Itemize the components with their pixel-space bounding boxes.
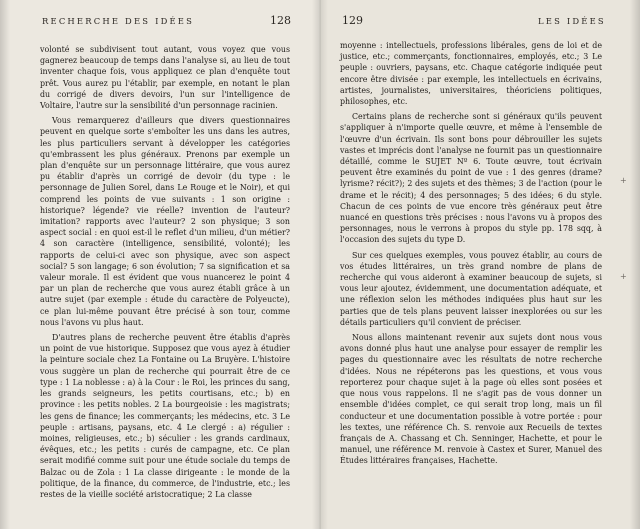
paragraph: volonté se subdivisent tout autant, vous voyez que vous gagnerez beaucoup de temps dans l'analyse si, au lieu de tout inventer chaque fois, vous appliquez ce plan d'enquête tout prêt. Vous aurez pu l'établir, par exemple, en notant le plan du corrigé de divers devoirs, l'un sur l'intelligence de Voltaire, l'autre sur la sensibilité d'un personnage racinien. — [40, 45, 290, 111]
page-edge-shadow — [0, 0, 10, 529]
page-edge-shadow — [630, 0, 640, 529]
left-page-body — [40, 44, 290, 504]
margin-note: + — [620, 272, 627, 281]
right-page-body — [340, 40, 602, 471]
paragraph: D'autres plans de recherche peuvent être établis d'après un point de vue historique. Supposez que vous ayez à étudier la peinture sociale chez La Fontaine ou La Bruyère. L'histoire vous suggère un plan de recherche qui pourrait être de ce type : 1 La noblesse : a) à la Cour : le Roi, les princes du sang, les grands seigneurs, les petits courtisans, etc.; b) en province : les petits nobles. 2 La bourgeoisie : les magistrats; les gens de finance; les commerçants; les médecins, etc. 3 Le peuple : artisans, paysans, etc. 4 Le clergé : a) régulier : moines, religieuses, etc.; b) séculier : les grands cardinaux, évêques, etc.; les petits : curés de campagne, etc. Ce plan serait modifié comme suit pour une étude sociale du temps de Balzac ou de Zola : 1 La classe dirigeante : le monde de la politique, de la finance, du commerce, de l'industrie, etc.; les restes de la vieille société aristocratique; 2 La classe — [40, 333, 290, 499]
paragraph: Certains plans de recherche sont si généraux qu'ils peuvent s'appliquer à n'importe quelle œuvre, et même à l'ensemble de l'œuvre d'un écrivain. Ils sont bons pour débrouiller les sujets vastes et imprécis dont l'analyse ne fournit pas un questionnaire détaillé, comme le SUJET Nº 6. Toute œuvre, tout écrivain peuvent être examinés du point de vue : 1 des genres (drame? lyrisme? récit?); 2 des sujets et des thèmes; 3 de l'action (pour le drame et le récit); 4 des personnages; 5 des idées; 6 du style. Chacun de ces points de vue encore très généraux peut être nuancé en questions très précises : nous l'avons vu à propos des personnages, nous le verrons à propos du style pp. 178 sqq, à l'occasion des sujets du type D. — [340, 112, 602, 245]
paragraph: moyenne : intellectuels, professions libérales, gens de loi et de justice, etc.; commerçants, fonctionnaires, employés, etc.; 3 Le peuple : ouvriers, paysans, etc. Chaque catégorie indiquée peut encore être divisée : par exemple, les intellectuels en écrivains, artistes, journalistes, universitaires, théoriciens politiques, philosophes, etc. — [340, 41, 602, 107]
running-head-left: RECHERCHE DES IDÉES — [42, 16, 195, 26]
right-page — [320, 0, 640, 529]
running-head-right: LES IDÉES — [538, 16, 606, 26]
paragraph: Sur ces quelques exemples, vous pouvez établir, au cours de vos études littéraires, un très grand nombre de plans de recherche qui vous aideront à examiner beaucoup de sujets, si vous leur ajoutez, évidemment, une documentation adéquate, et une réflexion selon les méthodes indiquées plus haut sur les parties que de tels plans peuvent laisser inexplorées ou sur les détails particuliers qu'il convient de préciser. — [340, 250, 602, 327]
page-number-left: 128 — [270, 14, 291, 27]
margin-note: + — [620, 176, 627, 185]
paragraph: Vous remarquerez d'ailleurs que divers questionnaires peuvent en quelque sorte s'emboîter les uns dans les autres, les plus particuliers servant à développer les catégories qu'embrassent les plus généraux. Prenons par exemple un plan d'enquête sur un personnage littéraire, que vous aurez pu établir d'après un corrigé de devoir (du type : le personnage de Julien Sorel, dans Le Rouge et le Noir), et qui comprend les points de vue suivants : 1 son origine : historique? légende? vie réelle? invention de l'auteur? imitation? rapports avec l'auteur? 2 son physique; 3 son aspect social : en quoi est-il le reflet d'un milieu, d'un métier? 4 son caractère (intelligence, sensibilité, volonté); les rapports de celui-ci avec son physique, avec son aspect social? 5 son langage; 6 son évolution; 7 sa signification et sa valeur morale. Il est évident que vous nuancerez le point 4 par un plan de recherche que vous aurez établi grâce à un autre sujet (par exemple : étude du caractère de Polyeucte), ce plan lui-même pouvant être précisé à son tour, comme nous l'avons vu plus haut. — [40, 116, 290, 327]
paragraph: Nous allons maintenant revenir aux sujets dont nous vous avons donné plus haut une analyse pour essayer de remplir les pages du questionnaire avec les résultats de notre recherche d'idées. Nous ne répéterons pas les questions, et vous vous reporterez pour chaque sujet à la page où elles sont posées et que nous vous rappelons. Il ne s'agit pas de vous donner un ensemble d'idées complet, ce qui serait trop long, mais un fil conducteur et une documentation possible à votre portée : pour les textes, une référence Ch. S. renvoie aux Recueils de textes français de A. Chassang et Ch. Senninger, Hachette, et pour le manuel, une référence M. renvoie à Castex et Surer, Manuel des Études littéraires françaises, Hachette. — [340, 333, 602, 466]
page-number-right: 129 — [342, 14, 363, 27]
book-gutter — [312, 0, 328, 529]
